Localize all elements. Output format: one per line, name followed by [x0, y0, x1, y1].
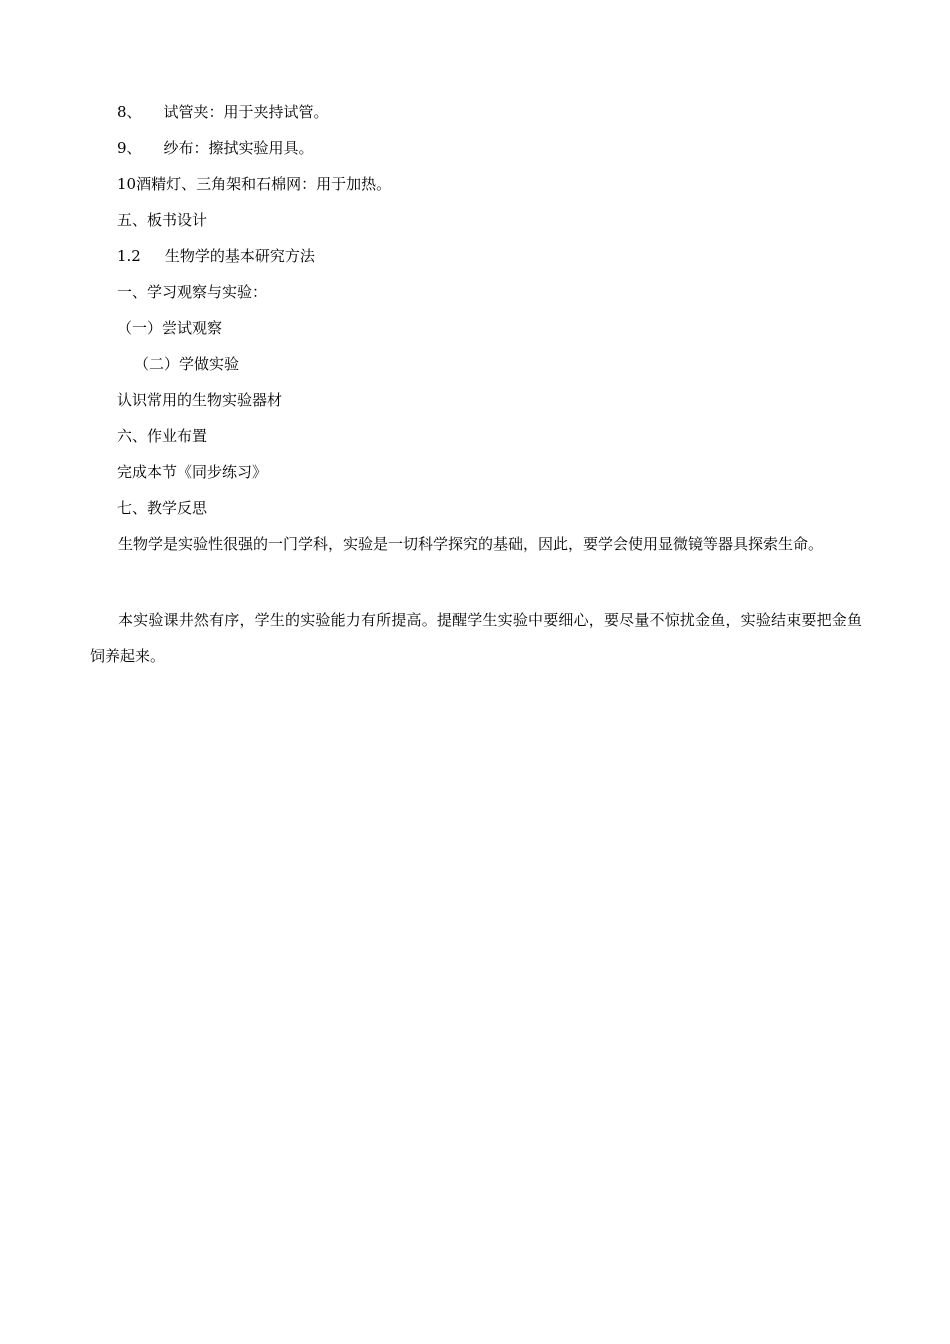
section-number: 1.2 — [117, 247, 141, 265]
equipment-line: 认识常用的生物实验器材 — [117, 391, 283, 409]
section-title: 生物学的基本研究方法 — [164, 247, 315, 265]
reflection-paragraph-1: 生物学是实验性很强的一门学科，实验是一切科学探究的基础，因此，要学会使用显微镜等器具探索生命。 — [118, 535, 824, 553]
heading-homework: 六、作业布置 — [117, 427, 208, 445]
heading-learn: 一、学习观察与实验： — [117, 283, 268, 301]
heading-board-design: 五、板书设计 — [117, 211, 208, 229]
homework-line: 完成本节《同步练习》 — [117, 463, 268, 481]
heading-reflection: 七、教学反思 — [117, 499, 208, 517]
subheading-observe: （一）尝试观察 — [117, 319, 223, 337]
section-title-line — [117, 246, 315, 266]
list-item-10: 10酒精灯、三角架和石棉网：用于加热。 — [117, 175, 392, 193]
list-item-9 — [117, 138, 314, 158]
list-item-8 — [117, 102, 329, 122]
list-item-number: 9、 — [117, 139, 142, 157]
reflection-paragraph-2: 本实验课井然有序，学生的实验能力有所提高。提醒学生实验中要细心，要尽量不惊扰金鱼，实验结束要把金鱼饲养起来。 — [90, 611, 862, 665]
list-item-number: 8、 — [117, 103, 142, 121]
list-item-text: 纱布：擦拭实验用具。 — [163, 139, 314, 157]
list-item-text: 试管夹：用于夹持试管。 — [163, 103, 329, 121]
subheading-experiment: （二）学做实验 — [134, 355, 240, 373]
